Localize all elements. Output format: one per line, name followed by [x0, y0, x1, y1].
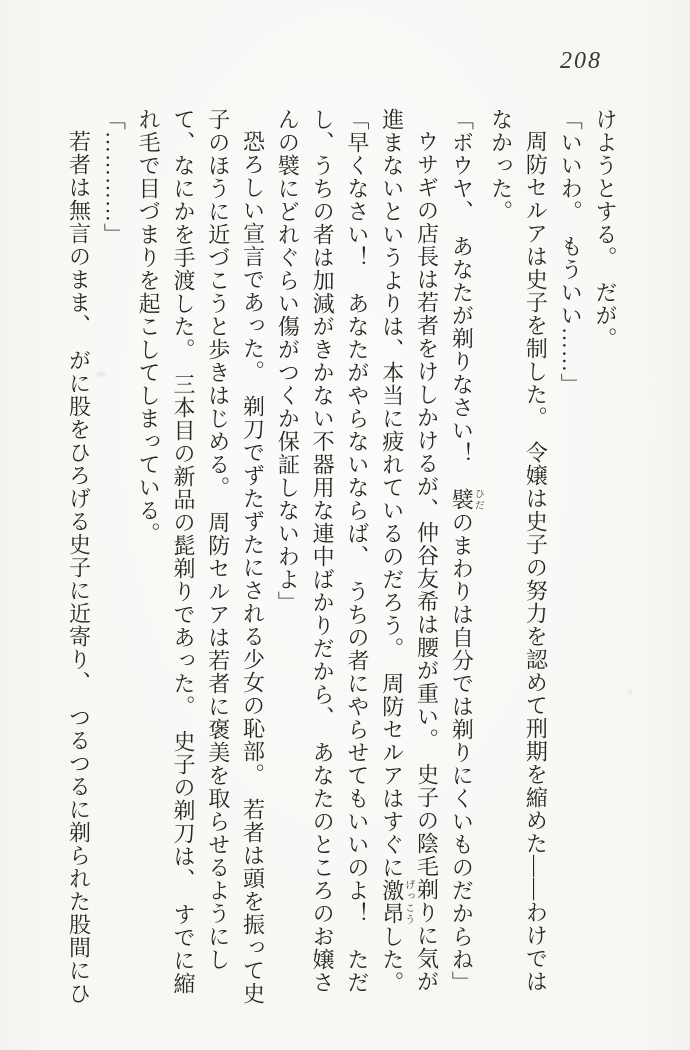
scan-artifact — [96, 372, 106, 377]
paragraph: ウサギの店長は若者をけしかけるが、仲谷友希は腰が重い。 史子の陰毛剃りに気が進まないというよりは、本当に疲れているのだろう。 周防セルアはすぐに激昂げっこうした。 — [379, 108, 440, 994]
paragraph: 恐ろしい宣言であった。 剃刀でずたずたにされる少女の恥部。 若者は頭を振って史子のほうに近づこうと歩きはじめる。 周防セルアは若者に褒美を取らせるようにして、なにかを手渡した。 三本目の新品の髭剃りであった。 史子の剃刀は、 すでに縮れ毛で目づまりを起こしてしまっている。 — [136, 108, 266, 1005]
paragraph: けようとする。 だが。 — [593, 108, 618, 350]
paragraph: 「いいわ。 もういい……」 — [558, 108, 584, 396]
paragraph: 若者は無言のまま、 がに股をひろげる史子に近寄り、 つるつるに剃られた股間にひ — [66, 130, 92, 1005]
vertical-text-block — [66, 108, 622, 1014]
paragraph: 「…………」 — [101, 108, 127, 246]
paragraph: 「早くなさい！ あなたがやらないならば、 うちの者にやらせてもいいのよ！ ただし、うちの者は加減がきかない不器用な連中ばかりだから、 あなたのところのお嬢さんの襞にどれぐらい傷がつくか保証しないわよ」 — [275, 108, 370, 994]
furigana: ひだ — [472, 488, 484, 511]
paragraph: 「ボウヤ、 あなたが剃りなさい！ 襞ひだのまわりは自分では剃りにくいものだからね」 — [449, 108, 484, 994]
scan-artifact — [628, 690, 632, 694]
ruby-annotated-text: 襞ひだ — [449, 488, 484, 511]
paragraph: 周防セルアは史子を制した。 令嬢は史子の努力を認めて刑期を縮めた――わけではなかった。 — [488, 108, 549, 993]
page-number: 208 — [560, 48, 602, 74]
furigana: げっこう — [402, 879, 414, 925]
ruby-annotated-text: 激昂げっこう — [379, 879, 414, 925]
